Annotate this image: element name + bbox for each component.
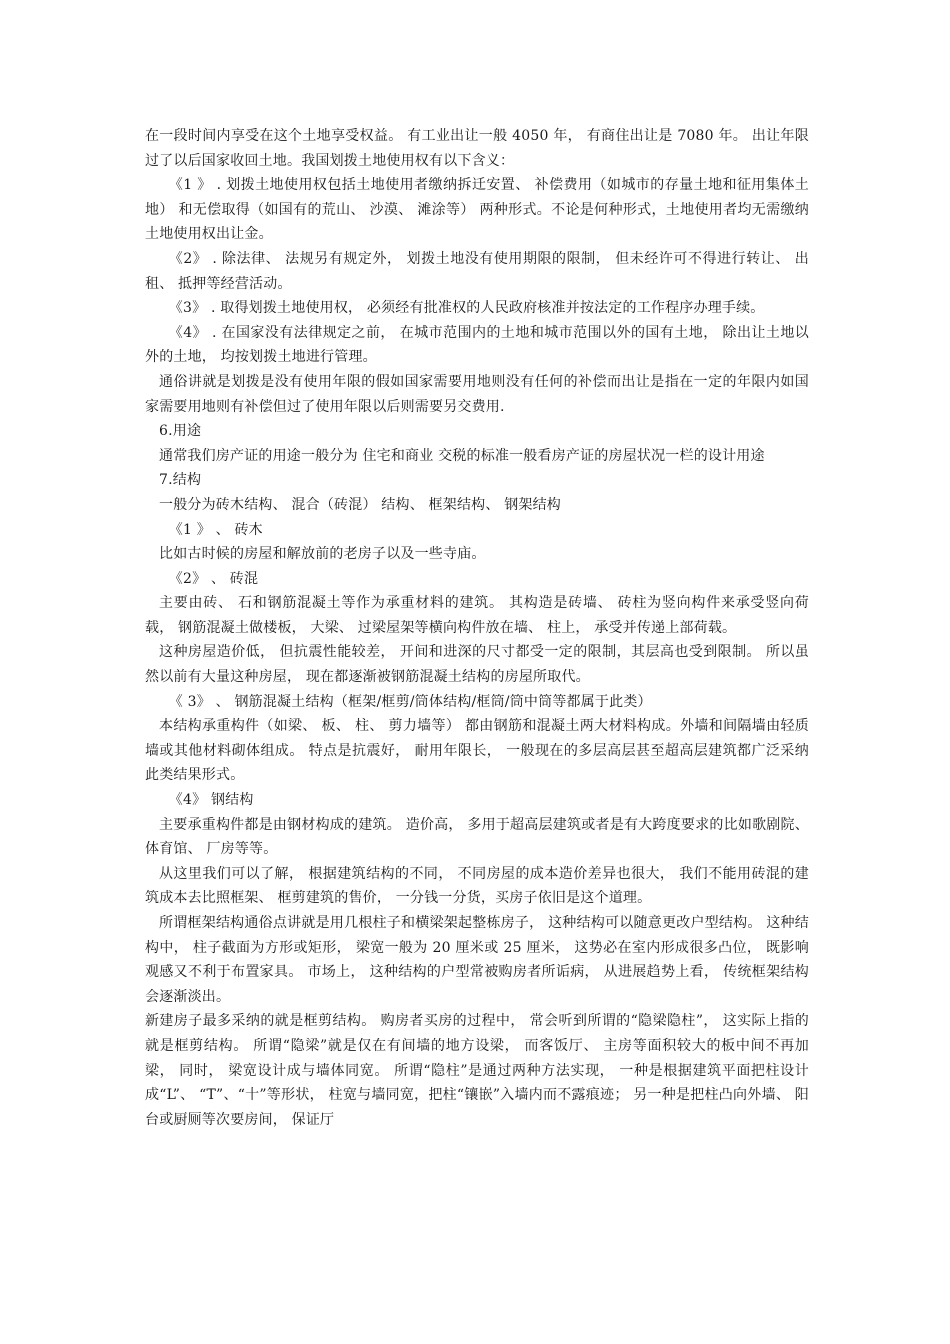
paragraph: 本结构承重构件（如梁、 板、 柱、 剪力墙等） 都由钢筋和混凝土两大材料构成。外墙和间隔墙由轻质墙或其他材料砌体组成。 特点是抗震好， 耐用年限长， 一般现在的多层高层甚至超高层建筑都广泛采纳此类结果形式。 xyxy=(145,718,809,784)
paragraph: 一般分为砖木结构、 混合（砖混） 结构、 框架结构、 钢架结构 xyxy=(159,496,561,513)
paragraph: 从这里我们可以了解， 根据建筑结构的不同， 不同房屋的成本造价差异也很大， 我们不能用砖混的建筑成本去比照框架、 框剪建筑的售价， 一分钱一分货，买房子依旧是这个道理。 xyxy=(145,865,809,907)
section-heading: 7.结构 xyxy=(159,472,202,489)
subsection-heading: 《 3》 、 钢筋混凝土结构（框架/框剪/筒体结构/框筒/筒中筒等都属于此类） xyxy=(168,693,652,710)
document-page xyxy=(145,124,809,1334)
paragraph: 通俗讲就是划拨是没有使用年限的假如国家需要用地则没有任何的补偿而出让是指在一定的年限内如国家需要用地则有补偿但过了使用年限以后则需要另交费用. xyxy=(145,373,809,415)
paragraph: 所谓框架结构通俗点讲就是用几根柱子和横梁架起整栋房子， 这种结构可以随意更改户型结构。 这种结构中， 柱子截面为方形或矩形， 梁宽一般为 20 厘米或 25 厘米， 这势必在室内形成很多凸位， 既影响观感又不利于布置家具。 市场上， 这种结构的户型常被购房者所诟病， 从进展趋势上看， 传统框架结构会逐渐淡出。 xyxy=(145,915,809,1005)
paragraph: 《4》 . 在国家没有法律规定之前， 在城市范围内的土地和城市范围以外的国有土地， 除出让土地以外的土地， 均按划拨土地进行管理。 xyxy=(145,324,809,366)
paragraph: 《2》 . 除法律、 法规另有规定外， 划拨土地没有使用期限的限制， 但未经许可不得进行转让、 出租、 抵押等经营活动。 xyxy=(145,250,809,292)
paragraph: 主要承重构件都是由钢材构成的建筑。 造价高， 多用于超高层建筑或者是有大跨度要求的比如歌剧院、 体育馆、 厂房等等。 xyxy=(145,816,809,858)
subsection-heading: 《1 》 、 砖木 xyxy=(168,521,263,538)
paragraph: 这种房屋造价低， 但抗震性能较差， 开间和进深的尺寸都受一定的限制，其层高也受到限制。 所以虽然以前有大量这种房屋， 现在都逐渐被钢筋混凝土结构的房屋所取代。 xyxy=(145,644,809,686)
paragraph: 通常我们房产证的用途一般分为 住宅和商业 交税的标准一般看房产证的房屋状况一栏的设计用途 xyxy=(159,447,765,464)
paragraph: 主要由砖、 石和钢筋混凝土等作为承重材料的建筑。 其构造是砖墙、 砖柱为竖向构件来承受竖向荷载， 钢筋混凝土做楼板， 大梁、 过梁屋架等横向构件放在墙、 柱上， 承受并传递上部荷载。 xyxy=(145,595,809,636)
subsection-heading: 《2》 、 砖混 xyxy=(168,570,259,587)
section-heading: 6.用途 xyxy=(159,423,202,440)
paragraph: 《3》 . 取得划拨土地使用权， 必须经有批准权的人民政府核准并按法定的工作程序办理手续。 xyxy=(168,300,765,317)
paragraph: 比如古时候的房屋和解放前的老房子以及一些寺庙。 xyxy=(159,546,486,563)
paragraph: 在一段时间内享受在这个土地享受权益。 有工业出让一般 4050 年， 有商住出让是 7080 年。 出让年限过了以后国家收回土地。我国划拨土地使用权有以下含义： xyxy=(145,128,809,169)
paragraph: 《1 》 . 划拨土地使用权包括土地使用者缴纳拆迁安置、 补偿费用（如城市的存量土地和征用集体土地） 和无偿取得（如国有的荒山、 沙漠、 滩涂等） 两种形式。不论是何种形式，土地使用者均无需缴纳土地使用权出让金。 xyxy=(145,177,809,243)
subsection-heading: 《4》 钢结构 xyxy=(168,792,254,809)
paragraph: 新建房子最多采纳的就是框剪结构。 购房者买房的过程中， 常会听到所谓的“隐梁隐柱”， 这实际上指的就是框剪结构。 所谓“隐梁”就是仅在有间墙的地方设梁， 而客饭厅、 主房等面积较大的板中间不再加梁， 同时， 梁宽设计成与墙体同宽。 所谓“隐柱”是通过两种方法实现， 一种是根据建筑平面把柱设计成“L”、 “T”、“十”等形状， 柱宽与墙同宽，把柱“镶嵌”入墙内而不露痕迹； 另一种是把柱凸向外墙、 阳台或厨厕等次要房间， 保证厅 xyxy=(145,1013,809,1128)
